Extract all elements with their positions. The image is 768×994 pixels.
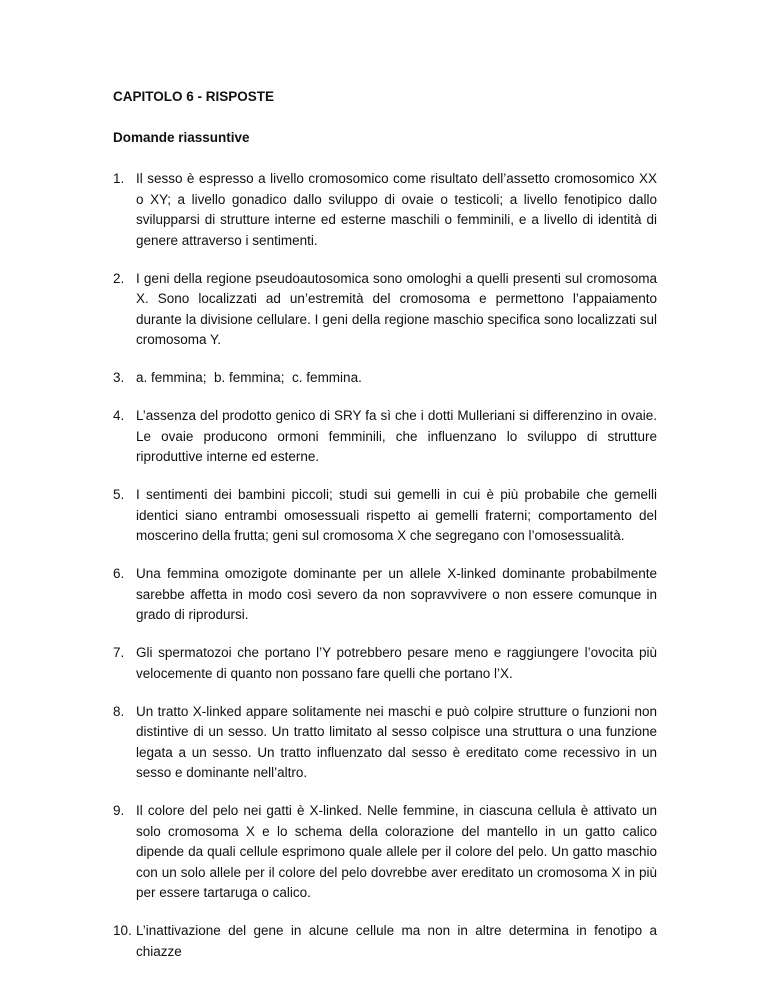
answer-item [113,643,657,684]
section-title: Domande riassuntive [113,130,250,145]
answer-number: 3. [113,370,125,385]
answer-text: L’inattivazione del gene in alcune cellule ma non in altre determina in fenotipo a chiazze [136,923,657,959]
answer-number: 2. [113,270,125,286]
answer-item [113,801,657,904]
answer-number: 6. [113,566,125,581]
answer-text: L’assenza del prodotto genico di SRY fa sì che i dotti Mulleriani si differenzino in ovaie. Le ovaie producono ormoni femminili, che influenzano lo sviluppo di strutture riproduttive interne ed esterne. [136,408,657,464]
answer-item [113,368,657,389]
answer-text: I geni della regione pseudoautosomica sono omologhi a quelli presenti sul cromosoma X. Sono localizzati ad un’estremità del cromosoma e permettono l’appaiamento durante la divisione cellulare. I geni della regione maschio specifica sono localizzati sul cromosoma Y. [136,270,657,347]
answer-number: 5. [113,487,125,502]
answer-number: 4. [113,408,125,423]
answer-item [113,406,657,468]
answer-text: Un tratto X-linked appare solitamente nei maschi e può colpire strutture o funzioni non distintive di un sesso. Un tratto limitato al sesso colpisce una struttura o una funzione legata a un sesso. Un tratto influenzato dal sesso è ereditato come recessivo in un sesso e dominante nell’altro. [136,703,657,780]
answer-item [113,921,657,962]
answer-text: I sentimenti dei bambini piccoli; studi sui gemelli in cui è più probabile che gemelli identici siano entrambi omosessuali rispetto ai gemelli fraterni; comportamento del moscerino della frutta; geni sul cromosoma X che segregano con l’omosessualità. [136,487,657,543]
answer-item [113,485,657,547]
answer-text: Gli spermatozoi che portano l’Y potrebbero pesare meno e raggiungere l’ovocita più velocemente di quanto non possano fare quelli che portano l’X. [136,645,657,681]
answer-item [113,269,657,351]
answer-text: Il colore del pelo nei gatti è X-linked. Nelle femmine, in ciascuna cellula è attivato un solo cromosoma X e lo schema della colorazione del mantello in un gatto calico dipende da quali cellule esprimono quale allele per il colore del pelo. Un gatto maschio con un solo allele per il colore del pelo dovrebbe aver ereditato un cromosoma X in più per essere tartaruga o calico. [136,803,657,900]
answer-list [113,169,657,962]
answer-number: 8. [113,703,125,719]
answer-number: 10. [113,923,132,938]
answer-item [113,169,657,251]
answer-text: a. femmina; b. femmina; c. femmina. [136,370,362,385]
answer-number: 9. [113,803,125,818]
answer-number: 7. [113,645,125,660]
answer-text: Il sesso è espresso a livello cromosomico come risultato dell’assetto cromosomico XX o XY; a livello gonadico dallo sviluppo di ovaie o testicoli; a livello fenotipico dallo svilupparsi di strutture interne ed esterne maschili o femminili, e a livello di identità di genere attraverso i sentimenti. [136,171,657,248]
answer-item [113,564,657,626]
answer-text: Una femmina omozigote dominante per un allele X-linked dominante probabilmente sarebbe affetta in modo così severo da non sopravvivere o non essere comunque in grado di riprodursi. [136,566,657,622]
document-page [113,88,657,980]
answer-item [113,702,657,784]
answer-number: 1. [113,171,125,186]
chapter-title: CAPITOLO 6 - RISPOSTE [113,89,275,104]
